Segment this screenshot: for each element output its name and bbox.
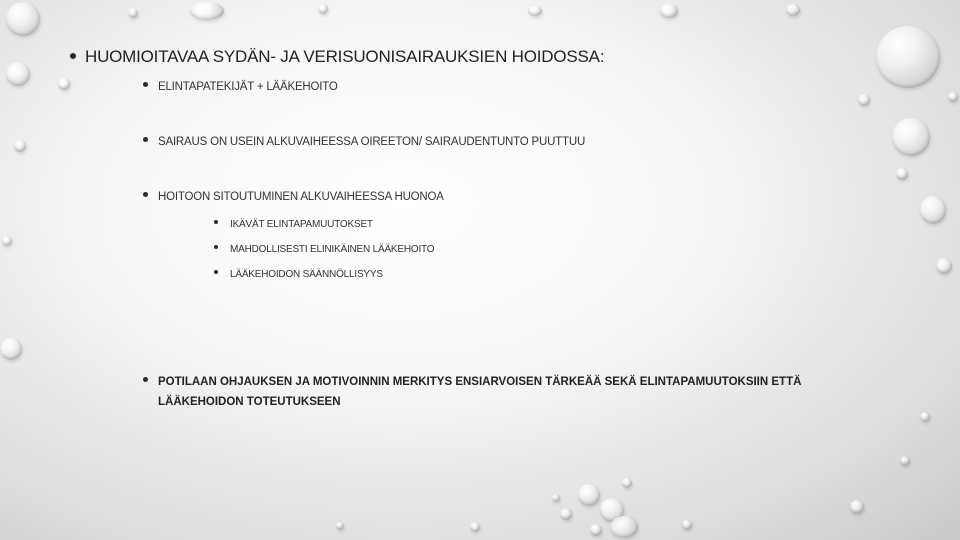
- bullet-icon: [143, 137, 148, 142]
- emphasis-line-1: POTILAAN OHJAUKSEN JA MOTIVOINNIN MERKITYS ENSIARVOISEN TÄRKEÄÄ SEKÄ ELINTAPAMUUTOKSIIN ETTÄ: [158, 376, 802, 388]
- bullet-text: HOITOON SITOUTUMINEN ALKUVAIHEESSA HUONOA: [158, 191, 444, 203]
- sub-bullet-item: [214, 269, 383, 280]
- sub-bullet-item: [214, 219, 373, 230]
- sub-bullet-item: [214, 244, 434, 255]
- sub-bullet-text: MAHDOLLISESTI ELINIKÄINEN LÄÄKEHOITO: [230, 244, 435, 255]
- bullet-icon: [214, 220, 218, 224]
- bullet-icon: [143, 82, 148, 87]
- bullet-item: [143, 136, 585, 148]
- bullet-item: [143, 191, 444, 203]
- bullet-icon: [143, 192, 148, 197]
- bullet-icon: [214, 245, 218, 249]
- bullet-item: [143, 81, 338, 93]
- emphasis-bullet: [143, 372, 903, 412]
- slide-title: [70, 47, 604, 67]
- slide-title-text: HUOMIOITAVAA SYDÄN- JA VERISUONISAIRAUKSIEN HOIDOSSA:: [85, 47, 605, 66]
- bullet-text: ELINTAPATEKIJÄT + LÄÄKEHOITO: [158, 81, 338, 93]
- bullet-text: SAIRAUS ON USEIN ALKUVAIHEESSA OIREETON/ SAIRAUDENTUNTO PUUTTUU: [158, 136, 586, 148]
- sub-bullet-text: IKÄVÄT ELINTAPAMUUTOKSET: [230, 219, 373, 230]
- emphasis-line-2: LÄÄKEHOIDON TOTEUTUKSEEN: [158, 396, 341, 408]
- bullet-icon: [143, 377, 148, 382]
- sub-bullet-text: LÄÄKEHOIDON SÄÄNNÖLLISYYS: [230, 269, 383, 280]
- bullet-icon: [70, 53, 76, 59]
- bullet-icon: [214, 270, 218, 274]
